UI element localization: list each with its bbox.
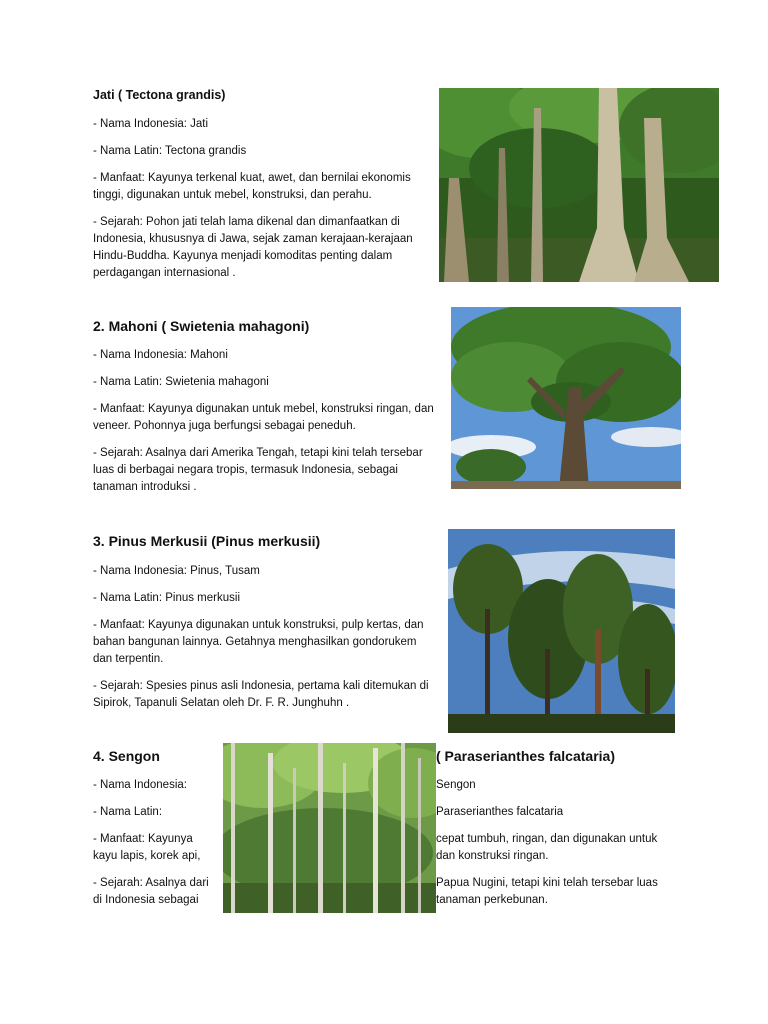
sengon-forest-photo xyxy=(223,743,436,913)
sengon-manfaat: - Manfaat: Kayunya xyxy=(93,833,193,845)
sengon-manfaat-value: cepat tumbuh, ringan, dan digunakan untuk xyxy=(436,833,658,845)
mahoni-manfaat: - Manfaat: Kayunya digunakan untuk mebel, konstruksi ringan, dan veneer. Pohonnya juga berfungsi sebagai peneduh. xyxy=(93,403,434,432)
jati-nama-indonesia: - Nama Indonesia: Jati xyxy=(93,118,209,130)
section-body-sengon-left xyxy=(93,777,223,909)
sengon-nama-indonesia: - Nama Indonesia: xyxy=(93,779,187,791)
jati-manfaat: - Manfaat: Kayunya terkenal kuat, awet, dan bernilai ekonomis tinggi, digunakan untuk mebel, konstruksi, dan perahu. xyxy=(93,172,411,201)
sengon-manfaat-cont: kayu lapis, korek api, xyxy=(93,850,201,862)
section-body-mahoni xyxy=(93,347,438,496)
section-title-sengon-latin: ( Paraserianthes falcataria) xyxy=(436,748,615,764)
pinus-nama-latin: - Nama Latin: Pinus merkusii xyxy=(93,592,240,604)
mahoni-nama-indonesia: - Nama Indonesia: Mahoni xyxy=(93,349,228,361)
section-title-pinus: 3. Pinus Merkusii (Pinus merkusii) xyxy=(93,533,321,549)
pinus-manfaat: - Manfaat: Kayunya digunakan untuk konstruksi, pulp kertas, dan bahan bangunan lainnya. Getahnya menghasilkan gondorukem dan terpentin. xyxy=(93,619,424,665)
sengon-nama-latin-value: Paraserianthes falcataria xyxy=(436,806,564,818)
jati-sejarah: - Sejarah: Pohon jati telah lama dikenal dan dimanfaatkan di Indonesia, khususnya di Jawa, sejak zaman kerajaan-kerajaan Hindu-Buddha. Kayunya menjadi komoditas penting dalam perdagangan internasional . xyxy=(93,216,413,279)
sengon-sejarah-value-cont: tanaman perkebunan. xyxy=(436,894,548,906)
jati-nama-latin: - Nama Latin: Tectona grandis xyxy=(93,145,247,157)
sengon-sejarah: - Sejarah: Asalnya dari xyxy=(93,877,209,889)
section-title-sengon: 4. Sengon xyxy=(93,748,160,764)
section-body-pinus xyxy=(93,563,438,712)
pinus-nama-indonesia: - Nama Indonesia: Pinus, Tusam xyxy=(93,565,260,577)
mahoni-nama-latin: - Nama Latin: Swietenia mahagoni xyxy=(93,376,269,388)
mahoni-tree-photo xyxy=(451,307,681,489)
section-title-jati: Jati ( Tectona grandis) xyxy=(93,88,226,102)
pinus-trees-photo xyxy=(448,529,675,733)
section-body-sengon-right xyxy=(436,777,696,909)
mahoni-sejarah: - Sejarah: Asalnya dari Amerika Tengah, tetapi kini telah tersebar luas di berbagai negara tropis, termasuk Indonesia, sebagai tanaman introduksi . xyxy=(93,447,423,493)
pinus-sejarah: - Sejarah: Spesies pinus asli Indonesia, pertama kali ditemukan di Sipirok, Tapanuli Selatan oleh Dr. F. R. Junghuhn . xyxy=(93,680,429,709)
section-title-mahoni: 2. Mahoni ( Swietenia mahagoni) xyxy=(93,318,310,334)
sengon-nama-latin: - Nama Latin: xyxy=(93,806,163,818)
jati-trees-photo xyxy=(439,88,719,282)
section-body-jati xyxy=(93,116,428,282)
sengon-manfaat-value-cont: dan konstruksi ringan. xyxy=(436,850,549,862)
sengon-nama-indonesia-value: Sengon xyxy=(436,779,476,791)
sengon-sejarah-value: Papua Nugini, tetapi kini telah tersebar luas xyxy=(436,877,658,889)
sengon-sejarah-cont: di Indonesia sebagai xyxy=(93,894,199,906)
